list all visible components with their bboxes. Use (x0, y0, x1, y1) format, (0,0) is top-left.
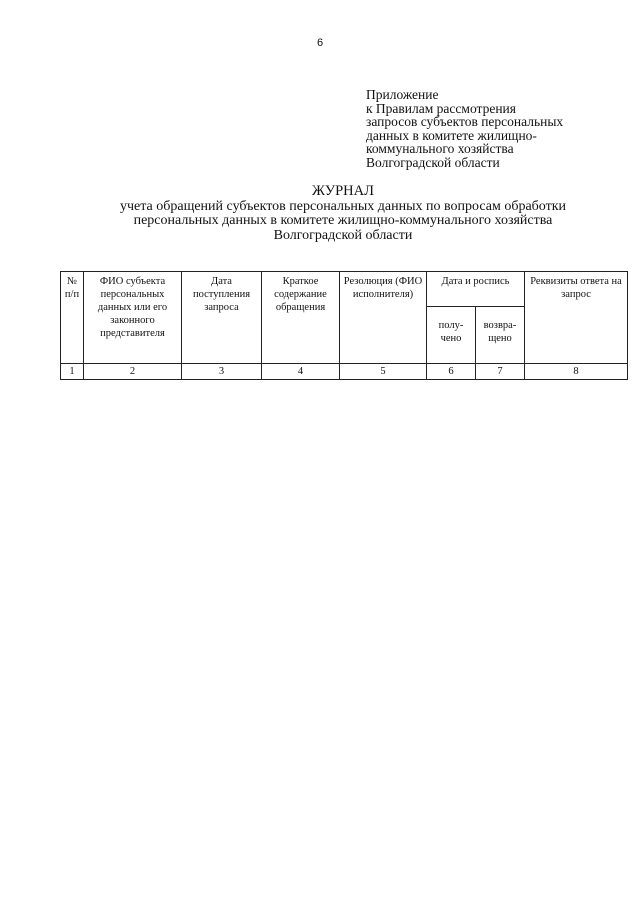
appendix-line: запросов субъектов персональных (366, 114, 564, 130)
journal-subtitle-line: учета обращений субъектов персональных данных по вопросам обработки (119, 198, 567, 214)
appendix-block (366, 88, 616, 170)
column-number-cell: 3 (182, 364, 262, 380)
header-num: № п/п (61, 272, 84, 364)
column-number-cell: 4 (262, 364, 340, 380)
column-number-cell: 2 (84, 364, 182, 380)
appendix-line: данных в комитете жилищно- (366, 127, 537, 143)
appendix-line: коммунального хозяйства (366, 141, 514, 157)
header-fio: ФИО субъекта персональных данных или его законного представителя (84, 272, 182, 364)
journal-heading (60, 184, 626, 243)
header-answer: Реквизиты ответа на запрос (525, 272, 628, 364)
appendix-line: к Правилам рассмотрения (366, 100, 516, 116)
header-returned: возвра-щено (476, 307, 525, 364)
column-number-cell: 1 (61, 364, 84, 380)
appendix-line: Волгоградской области (366, 154, 500, 170)
header-date-received: Дата поступления запроса (182, 272, 262, 364)
page-number: 6 (316, 37, 324, 49)
journal-subtitle-line: персональных данных в комитете жилищно-коммунального хозяйства (133, 213, 553, 228)
header-resolution: Резолюция (ФИО исполнителя) (340, 272, 427, 364)
column-number-row (61, 364, 628, 380)
table-header-row (61, 272, 628, 307)
header-date-sign: Дата и роспись (427, 272, 525, 307)
appendix-line: Приложение (366, 87, 439, 102)
column-number-cell: 6 (427, 364, 476, 380)
journal-table (60, 271, 628, 380)
journal-title: ЖУРНАЛ (312, 183, 374, 199)
journal-subtitle-line: Волгоградской области (273, 227, 413, 243)
header-received: полу-чено (427, 307, 476, 364)
column-number-cell: 8 (525, 364, 628, 380)
column-number-cell: 5 (340, 364, 427, 380)
column-number-cell: 7 (476, 364, 525, 380)
header-summary: Краткое содержание обращения (262, 272, 340, 364)
